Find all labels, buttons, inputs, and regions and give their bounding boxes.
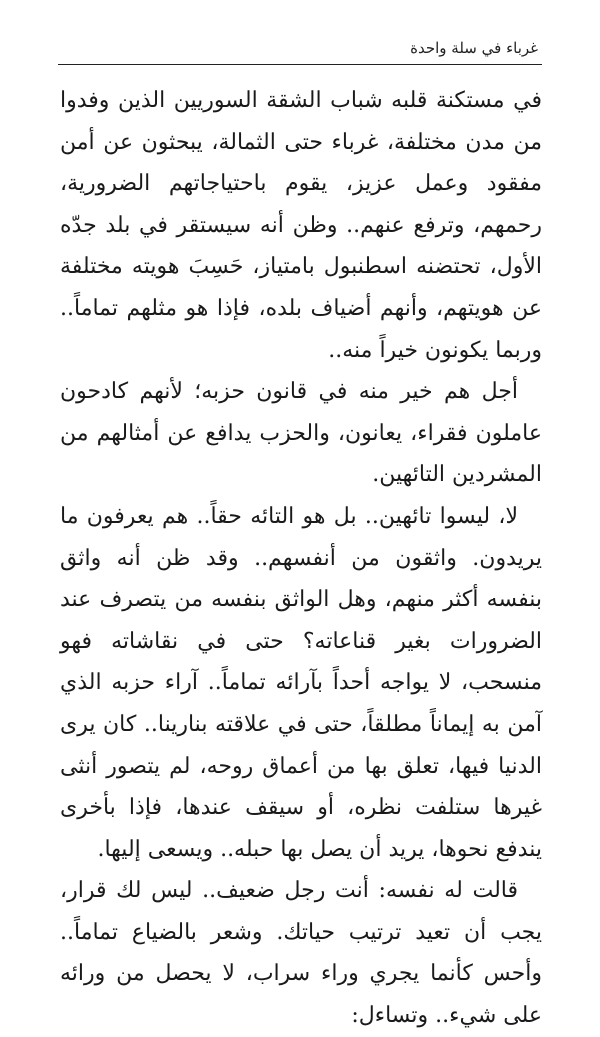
header-divider [58, 64, 542, 65]
paragraph-2: أجل هم خير منه في قانون حزبه؛ لأنهم كادحون عاملون فقراء، يعانون، والحزب يدافع عن أمثالهم من المشردين التائهين. [60, 379, 542, 488]
page-body [60, 80, 542, 1037]
paragraph-3: لا، ليسوا تائهين.. بل هو التائه حقاً.. هم يعرفون ما يريدون. واثقون من أنفسهم.. وقد ظن أنه واثق بنفسه أكثر منهم، وهل الواثق بنفسه من يتصرف عند الضرورات بغير قناعاته؟ حتى في نقاشاته فهو منسحب، لا يواجه أحداً بآرائه تماماً.. آراء حزبه الذي آمن به إيماناً مطلقاً، حتى في علاقته بنارينا.. كان يرى الدنيا فيها، تعلق بها من أعماق روحه، لم يتصور أنثى غيرها ستلفت نظره، أو سيقف عندها، فإذا بأخرى يندفع نحوها، يريد أن يصل بها حبله.. ويسعى إليها. [60, 503, 543, 862]
paragraph-1: في مستكنة قلبه شباب الشقة السوريين الذين وفدوا من مدن مختلفة، غرباء حتى الثمالة، يبحثون عن أمن مفقود وعمل عزيز، يقوم باحتياجاتهم الضرورية، رحمهم، وترفع عنهم.. وظن أنه سيستقر في بلد جدّه الأول، تحتضنه اسطنبول بامتياز، حَسِبَ هويته مختلفة عن هويتهم، وأنهم أضياف بلده، فإذا هو مثلهم تماماً.. وربما يكونون خيراً منه.. [60, 88, 542, 363]
running-header-title: غرباء في سلة واحدة [410, 39, 538, 57]
paragraph-4: قالت له نفسه: أنت رجل ضعيف.. ليس لك قرار، يجب أن تعيد ترتيب حياتك. وشعر بالضياع تماماً.. وأحس كأنما يجري وراء سراب، لا يحصل من ورائه على شيء.. وتساءل: [60, 878, 542, 1029]
